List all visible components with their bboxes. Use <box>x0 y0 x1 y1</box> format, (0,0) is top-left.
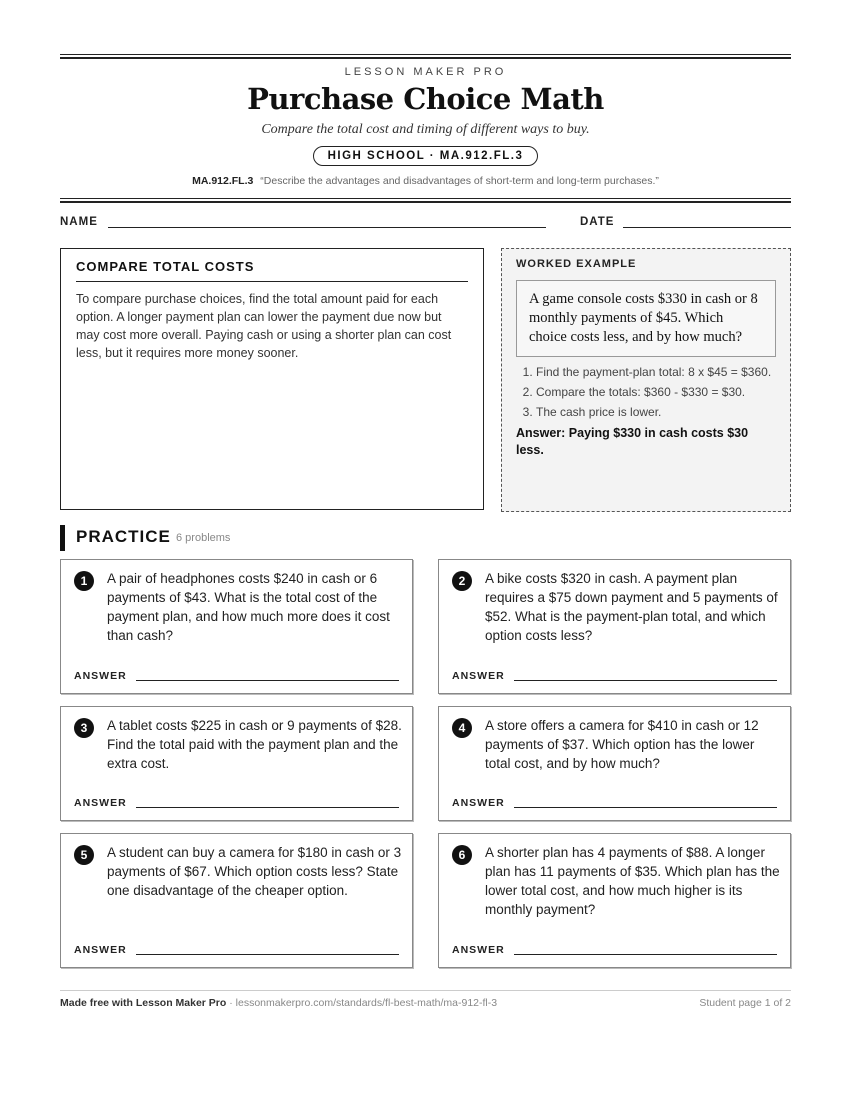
problem-text: A store offers a camera for $410 in cash or 12 payments of $37. Which option has the lower total cost, and by how much? <box>485 718 759 771</box>
practice-accent-bar <box>60 525 65 551</box>
answer-label: ANSWER <box>452 670 505 682</box>
problem-text: A pair of headphones costs $240 in cash or 6 payments of $43. What is the total cost of the payment plan, and how much more does it cost than cash? <box>107 571 390 643</box>
date-field[interactable] <box>623 227 791 228</box>
worked-example-steps <box>516 363 776 421</box>
worked-example-problem: A game console costs $330 in cash or 8 monthly payments of $45. Which choice costs less, and by how much? <box>516 280 776 357</box>
answer-label: ANSWER <box>452 797 505 809</box>
answer-field[interactable] <box>514 807 777 808</box>
problem-number-badge: 4 <box>452 718 472 738</box>
problem-number-badge: 6 <box>452 845 472 865</box>
worked-example-box <box>501 248 791 512</box>
answer-label: ANSWER <box>74 944 127 956</box>
problem-card-3 <box>60 706 413 821</box>
compare-total-costs-box <box>60 248 484 510</box>
worked-example-answer: Answer: Paying $330 in cash costs $30 less. <box>516 426 749 457</box>
footer-credit <box>60 997 497 1009</box>
problem-text: A shorter plan has 4 payments of $88. A longer plan has 11 payments of $35. Which plan has the lower total cost, and how much higher is its monthly payment? <box>485 845 780 917</box>
page-subtitle: Compare the total cost and timing of different ways to buy. <box>261 122 590 137</box>
name-field[interactable] <box>108 227 546 228</box>
problem-card-6 <box>438 833 791 968</box>
brand-name: LESSON MAKER PRO <box>344 66 507 78</box>
problem-text: A tablet costs $225 in cash or 9 payments of $28. Find the total paid with the payment plan and the extra cost. <box>107 718 402 771</box>
worked-step: 1. Find the payment-plan total: 8 x $45 = $360. <box>536 363 776 381</box>
answer-label: ANSWER <box>74 797 127 809</box>
problem-text: A student can buy a camera for $180 in cash or 3 payments of $67. Which option costs less? State one disadvantage of the cheaper option. <box>107 845 402 898</box>
compare-body: To compare purchase choices, find the total amount paid for each option. A longer payment plan can lower the payment due now but may cost more overall. Paying cash or using a shorter plan can cost less, but it requires more money sooner. <box>76 292 452 360</box>
page-title: Purchase Choice Math <box>247 82 604 116</box>
standard-description <box>60 175 791 187</box>
name-label: NAME <box>60 216 98 228</box>
footer-made-with: Made free with Lesson Maker Pro <box>60 997 227 1009</box>
worked-step: 2. Compare the totals: $360 - $330 = $30. <box>536 383 776 401</box>
answer-field[interactable] <box>136 807 399 808</box>
answer-field[interactable] <box>514 680 777 681</box>
footer-page-number: Student page 1 of 2 <box>699 997 791 1009</box>
answer-field[interactable] <box>136 680 399 681</box>
worked-example-heading: WORKED EXAMPLE <box>516 258 637 270</box>
grade-standard-badge: HIGH SCHOOL · MA.912.FL.3 <box>313 146 539 166</box>
problem-number-badge: 2 <box>452 571 472 591</box>
standard-code: MA.912.FL.3 <box>192 175 254 187</box>
problem-card-4 <box>438 706 791 821</box>
answer-label: ANSWER <box>74 670 127 682</box>
problem-text: A bike costs $320 in cash. A payment plan requires a $75 down payment and 5 payments of $52. What is the payment-plan total, and which option costs less? <box>485 571 778 643</box>
problem-card-5 <box>60 833 413 968</box>
problem-number-badge: 3 <box>74 718 94 738</box>
compare-heading: COMPARE TOTAL COSTS <box>76 259 468 282</box>
grade-badge-wrap <box>60 146 791 166</box>
problem-number-badge: 5 <box>74 845 94 865</box>
answer-field[interactable] <box>136 954 399 955</box>
standard-text: “Describe the advantages and disadvantages of short-term and long-term purchases.” <box>260 175 659 187</box>
problem-number-badge: 1 <box>74 571 94 591</box>
footer-url-link[interactable]: · lessonmakerpro.com/standards/fl-best-math/ma-912-fl-3 <box>226 997 498 1009</box>
problem-card-2 <box>438 559 791 694</box>
answer-label: ANSWER <box>452 944 505 956</box>
practice-heading: PRACTICE <box>76 527 171 546</box>
header-bottom-rule <box>60 198 791 203</box>
footer-rule <box>60 990 791 991</box>
problem-card-1 <box>60 559 413 694</box>
header-top-rule <box>60 54 791 59</box>
practice-count: 6 problems <box>176 532 231 544</box>
date-label: DATE <box>580 216 615 228</box>
answer-field[interactable] <box>514 954 777 955</box>
worked-step: 3. The cash price is lower. <box>536 403 776 421</box>
